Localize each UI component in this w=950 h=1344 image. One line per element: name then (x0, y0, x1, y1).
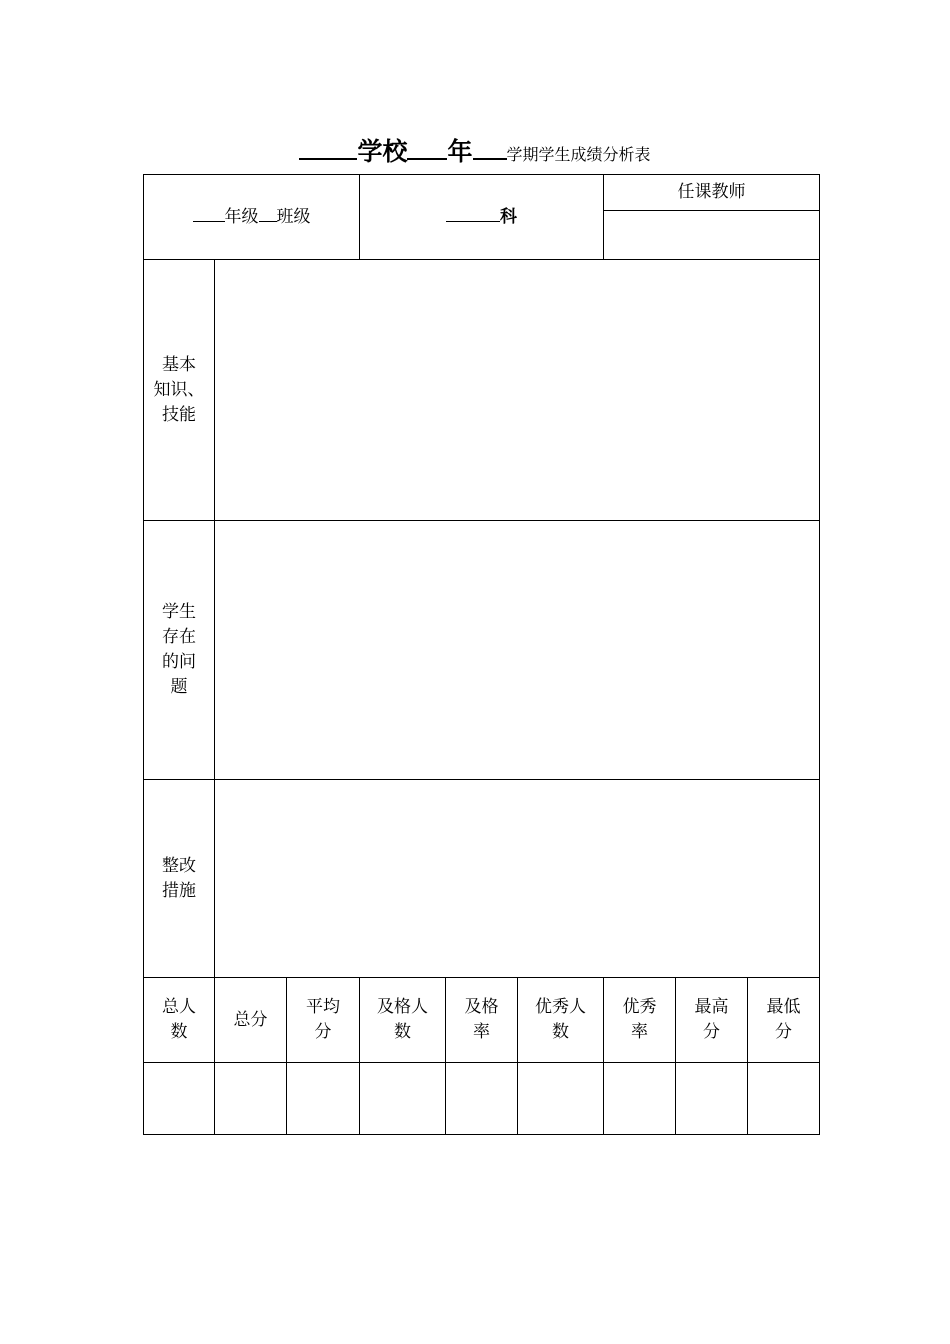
stat-value-excellent-rate[interactable] (604, 1063, 676, 1135)
title-year-suffix: 年 (447, 137, 473, 166)
teacher-label: 任课教师 (677, 182, 746, 202)
grade-label: 年级 (224, 206, 259, 227)
stat-value-lowest[interactable] (748, 1063, 820, 1135)
stat-header-total-score: 总分 (215, 978, 287, 1063)
grade-class-cell (144, 175, 360, 260)
class-label: 班级 (276, 206, 311, 227)
basic-knowledge-content[interactable] (215, 260, 820, 521)
stat-value-total-students[interactable] (144, 1063, 215, 1135)
stat-value-pass-rate[interactable] (446, 1063, 518, 1135)
subject-blank[interactable] (446, 220, 500, 222)
stat-header-average: 平均 分 (287, 978, 360, 1063)
section-label-student-problems: 学生 存在 的问 题 (144, 521, 215, 780)
stat-value-highest[interactable] (676, 1063, 748, 1135)
stat-header-excellent-rate: 优秀 率 (604, 978, 676, 1063)
stat-header-highest: 最高 分 (676, 978, 748, 1063)
score-analysis-table (143, 174, 820, 1135)
stat-header-lowest: 最低 分 (748, 978, 820, 1063)
teacher-name-field[interactable] (604, 211, 820, 260)
improvement-measures-content[interactable] (215, 780, 820, 978)
stat-value-total-score[interactable] (215, 1063, 287, 1135)
stat-value-pass-count[interactable] (360, 1063, 446, 1135)
grade-blank[interactable] (193, 220, 225, 222)
term-blank[interactable] (473, 157, 507, 160)
stat-value-average[interactable] (287, 1063, 360, 1135)
section-label-basic-knowledge: 基本 知识、 技能 (144, 260, 215, 521)
stat-value-excellent-count[interactable] (518, 1063, 604, 1135)
title-school-suffix: 学校 (357, 137, 408, 166)
form-title (0, 132, 950, 168)
subject-cell (360, 175, 604, 260)
title-term-text: 学期学生成绩分析表 (506, 145, 651, 164)
teacher-label-cell (604, 175, 820, 211)
student-problems-content[interactable] (215, 521, 820, 780)
stat-header-excellent-count: 优秀人 数 (518, 978, 604, 1063)
class-blank[interactable] (259, 220, 277, 222)
stat-header-total-students: 总人 数 (144, 978, 215, 1063)
section-label-improvement-measures: 整改 措施 (144, 780, 215, 978)
year-blank[interactable] (407, 157, 447, 160)
school-name-blank[interactable] (299, 157, 357, 160)
stat-header-pass-count: 及格人 数 (360, 978, 446, 1063)
stat-header-pass-rate: 及格 率 (446, 978, 518, 1063)
subject-label: 科 (500, 206, 518, 227)
